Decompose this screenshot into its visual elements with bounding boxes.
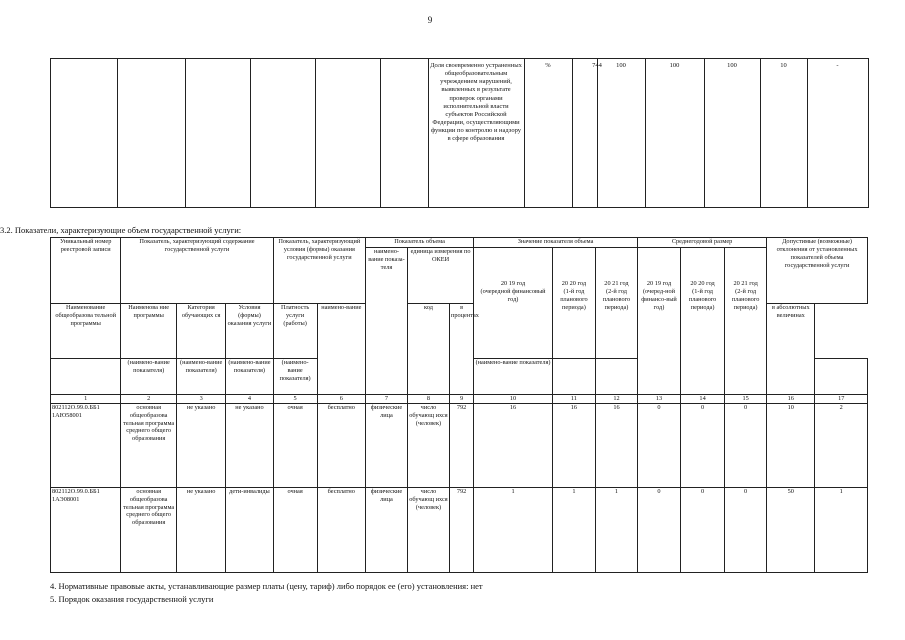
sub-label: (наимено-вание показателя) (273, 359, 317, 395)
header-volume: Показатель объема (365, 238, 473, 248)
header-fee: Среднегодовой размер (637, 238, 766, 248)
absolute-cell: 1 (815, 487, 868, 572)
absolute-cell: 2 (815, 403, 868, 487)
header-allowed: Допустимые (возможные) отклонения от установленных показателей объема государственной услуги (767, 238, 868, 304)
deviation-absolute: - (836, 62, 839, 69)
footer-line-4: 4. Нормативные правовые акты, устанавливающие размер платы (цену, тариф) либо порядок ее (его) установления: нет (50, 581, 483, 591)
column-number-row (51, 395, 868, 404)
header-form: Условия (формы) оказания услуги (226, 304, 273, 359)
fee-cell: 0 (681, 487, 725, 572)
fee-cell: 0 (637, 487, 680, 572)
value-cell: 16 (595, 403, 637, 487)
registry-id: 802112О.99.0.ББ1 1АЮ58001 (51, 403, 121, 487)
code-cell: 792 (449, 487, 473, 572)
footer-line-5: 5. Порядок оказания государственной услуги (50, 594, 214, 604)
sub-label: (наимено-вание показателя) (121, 359, 177, 395)
category-cell: не указано (226, 403, 273, 487)
volume-table (50, 237, 868, 573)
sub-label: (наимено-вание показателя) (474, 359, 553, 395)
okei-code: 744 (592, 62, 602, 69)
header-program-name: Наименова ние программы (121, 304, 177, 359)
category-cell: дети-инвалиды (226, 487, 273, 572)
col-num: 2 (121, 395, 177, 404)
col-num: 17 (815, 395, 868, 404)
header-fee-year2: 20 20 год (1-й год планового периода) (681, 248, 725, 395)
col-num: 14 (681, 395, 725, 404)
header-absolute: в абсолютных величинах (767, 304, 815, 395)
program-cell: основная общеобразова тельная программа среднего общего образования (121, 487, 177, 572)
indicator-name: Доля своевременно устраненных общеобразовательным учреждением нарушений, выявленных в результате проверок органами исполнительной власти субъектов Российской Федерации, осуществляющими функции по контролю и надзору в сфере образования (430, 62, 522, 143)
header-vol-name: наимено-вание показа-теля (365, 248, 407, 395)
header-conditions: Показатель, характеризующий условия (формы) оказания государственной услуги (273, 238, 365, 304)
header-year3: 20 21 год (2-й год планового периода) (595, 248, 637, 359)
col-num: 13 (637, 395, 680, 404)
value-year3: 100 (727, 62, 737, 69)
table-row (51, 403, 868, 487)
value-year2: 100 (669, 62, 680, 69)
value-cell: 1 (595, 487, 637, 572)
unit-cell: число обучающ ихся (человек) (407, 403, 449, 487)
top-table (50, 58, 868, 208)
value-cell: 1 (474, 487, 553, 572)
value-cell: 16 (474, 403, 553, 487)
header-fee-year3: 20 21 год (2-й год планового периода) (725, 248, 767, 395)
value-year1: 100 (616, 62, 626, 69)
header-payment: Платность услуги (работы) (273, 304, 317, 359)
fee-cell: 0 (725, 487, 767, 572)
header-year2: 20 20 год (1-й год планового периода) (552, 248, 595, 359)
program-name-cell: не указано (176, 487, 225, 572)
fee-cell: 0 (637, 403, 680, 487)
form-cell: очная (273, 403, 317, 487)
value-cell: 1 (552, 487, 595, 572)
payment-cell: бесплатно (317, 403, 365, 487)
col-num: 3 (176, 395, 225, 404)
col-num: 5 (273, 395, 317, 404)
col-num: 7 (365, 395, 407, 404)
header-fee-year1: 20 19 год (очеред-ной финансо-вый год) (637, 248, 680, 395)
sub-label: (наимено-вание показателя) (176, 359, 225, 395)
value-cell: 16 (552, 403, 595, 487)
fee-cell: 0 (681, 403, 725, 487)
col-num: 4 (226, 395, 273, 404)
code-cell: 792 (449, 403, 473, 487)
indicator-cell: физические лица (365, 487, 407, 572)
program-cell: основная общеобразова тельная программа среднего общего образования (121, 403, 177, 487)
sub-label-blank (595, 359, 637, 395)
sub-label-registry (51, 359, 121, 395)
sub-label-blank (552, 359, 595, 395)
percent-cell: 10 (767, 403, 815, 487)
table-row (51, 487, 868, 572)
col-num: 11 (552, 395, 595, 404)
header-percent: в процентах (449, 304, 473, 395)
header-program: Наименование общеобразова тельной программы (51, 304, 121, 359)
registry-id: 802112О.99.0.ББ1 1АЭ08001 (51, 487, 121, 572)
sub-label: (наимено-вание показателя) (226, 359, 273, 395)
col-num: 10 (474, 395, 553, 404)
col-num: 16 (767, 395, 815, 404)
header-unit-okei: единица измерения по ОКЕИ (407, 248, 473, 304)
header-content: Показатель, характеризующий содержание государственной услуги (121, 238, 273, 304)
header-registry: Уникальный номер реестровой записи (51, 238, 121, 304)
fee-cell: 0 (725, 403, 767, 487)
deviation-percent: 10 (780, 62, 787, 69)
form-cell: очная (273, 487, 317, 572)
unit-value: % (545, 62, 551, 69)
header-category: Категория обучающих ся (176, 304, 225, 359)
header-unit-name: наимено-вание (317, 304, 365, 395)
percent-cell: 50 (767, 487, 815, 572)
page-number: 9 (427, 15, 433, 25)
program-name-cell: не указано (176, 403, 225, 487)
section-title: 3.2. Показатели, характеризующие объем государственной услуги: (0, 225, 242, 235)
header-unit-code: код (407, 304, 449, 395)
unit-cell: число обучающ ихся (человек) (407, 487, 449, 572)
header-value: Значение показателя объема (474, 238, 638, 248)
sub-label-blank (815, 359, 868, 395)
payment-cell: бесплатно (317, 487, 365, 572)
col-num: 9 (449, 395, 473, 404)
indicator-cell: физические лица (365, 403, 407, 487)
col-num: 1 (51, 395, 121, 404)
col-num: 6 (317, 395, 365, 404)
col-num: 15 (725, 395, 767, 404)
col-num: 8 (407, 395, 449, 404)
col-num: 12 (595, 395, 637, 404)
header-year1: 20 19 год (очередной финансовый год) (474, 248, 553, 359)
